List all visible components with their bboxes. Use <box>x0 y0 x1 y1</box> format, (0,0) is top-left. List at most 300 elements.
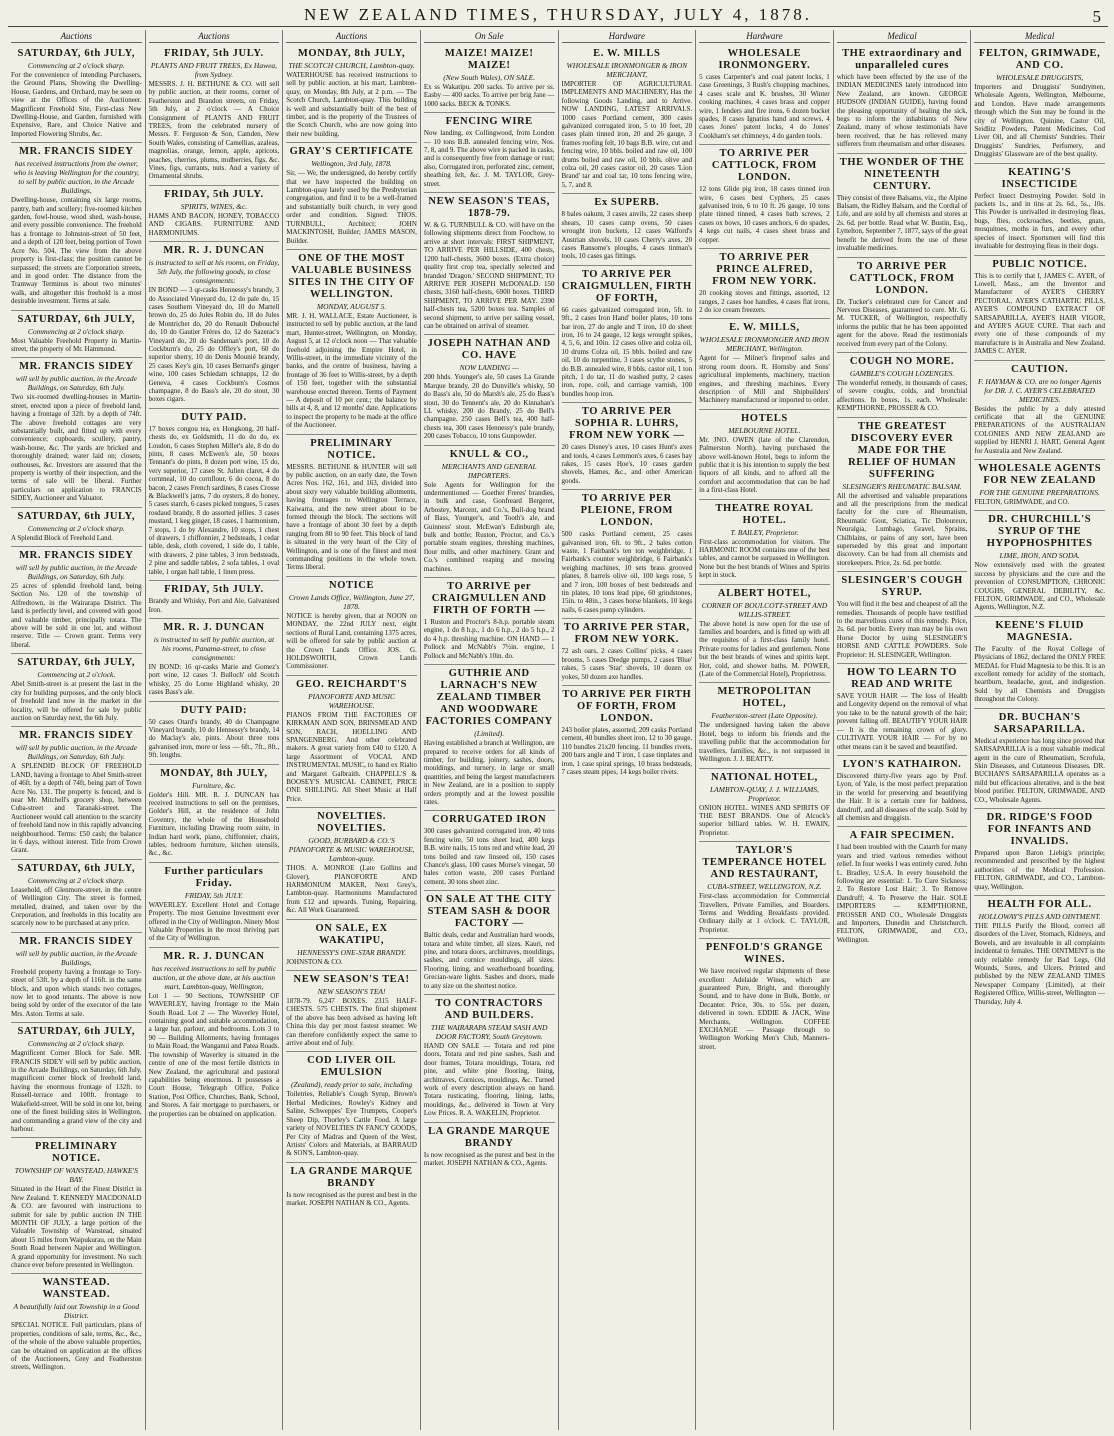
advertisement <box>699 585 830 684</box>
ad-title: SLESINGER'S COUGH SYRUP. <box>841 575 963 599</box>
ad-body: First-class accommodation for visitors. The HARMONIC ROOM contains one of the best tables, and cannot be surpassed in Wellington. None but the best brands of Wines and Spirits kept in stock. <box>699 537 830 580</box>
column-heading: Auctions <box>286 30 417 43</box>
column-5 <box>559 30 697 1430</box>
ad-title: MR. FRANCIS SIDEY <box>19 550 134 562</box>
ad-title: LYON'S KATHAIRON. <box>842 758 962 770</box>
ad-body: WAVERLEY. Excellent Hotel and Cottage Property. The most Genuine Investment ever offered in the City of Wellington. Ninety Most Valuable Properties in the most thriving part of the City of Wellington. <box>148 900 280 943</box>
ad-body: Perfect Insect Destroying Powder. Sold in packets 1s., and in tins at 2s. 6d., 5s., 10s. This Powder is unrivalled in destroying fleas, bugs, flies, cockroaches, beetles, gnats, mosquitoes, moths in furs, and every other species of insect. Sportsmen will find this invaluable for destroying fleas in their dogs. <box>974 191 1105 251</box>
ad-body: W. & G. TURNBULL & CO. will have on the following shipments direct from Foochow, to arrive at short intervals: FIRST SHIPMENT, TO ARRIVE PER HILLSIDE, 400 chests, 1200 half-chests, 3600 boxes. (Extra choice) quality first crop tea, specially selected and branded 'Dragon.' SECOND SHIPMENT, TO ARRIVE PER JOSEPH McDONALD. 150 chests, 3160 half-chests, 6900 boxes. THIRD SHIPMENT, TO ARRIVE PER MAY. 2390 half-chests tea, 5200 boxes tea. Samples of second shipment, to arrive per sailing vessel, can be obtained on arrival of steamer. <box>423 221 555 330</box>
advertisement <box>562 194 693 265</box>
advertisement <box>974 256 1105 361</box>
advertisement <box>286 920 417 971</box>
advertisement <box>149 619 280 702</box>
ad-body: 5 cases Carpenter's and coal patent locks, 1 case Greenings, 3 Rush's chopping machines, 4 cases scale and K. brushes, 30 Winter cooking machines, 4 cases brass and copper wire, 1 fenders and fire irons, 6 dozen bucket spades, 8 cases Ignatius hand and screws, 4 cases Jones' patent locks, 4 do Jones' Cookham's set chimneys, 4 do garden tools. <box>699 73 830 140</box>
advertisement <box>699 842 830 939</box>
ad-body: IMPORTER OF AGRICULTURAL IMPLEMENTS AND MACHINERY, Has the following Goods Landing, and to Arrive. NOW LANDING, LATEST ARRIVALS. 1000 cases Portland cement, 300 cases galvanized corrugated iron, 5 to 10 feet, 20 cases plain tinned iron, 20 and 26 gauge, 3 frames roofing felt, 10 bags B.B. wire, cut and fencing wire, 10 bbls. boiled and raw oil, 100 drums boiled and raw oil, 10 bbls. olive and colza oil, 20 cases castor oil, 20 cases 'Lion Brand' tar and coal tar, 10 tons fencing wire, 5, 7, and 8. <box>561 80 693 189</box>
advertisement <box>699 410 830 500</box>
ad-body: Magnificent Corner Block for Sale. MR. FRANCIS SIDEY will sell by public auction, in the Arcade Buildings, on Saturday, 6th July, magnificent corner block of freehold land, having the enormous frontage of 132ft. to Russell-terrace and 100ft. frontage to Wakefield-street. Will be sold in one lot, being one of the finest building sites in Wellington, and commanding a grand view of the city and harbour. <box>11 1049 142 1133</box>
advertisement <box>974 709 1105 809</box>
ad-title: Further particulars Friday. <box>164 865 264 889</box>
ad-title: DUTY PAID: <box>180 704 248 716</box>
ad-title: TO ARRIVE PER CRAIGMULLEN, FIRTH OF FORTH, <box>561 268 692 304</box>
advertisement <box>562 490 693 619</box>
advertisement <box>562 403 693 490</box>
ad-subtitle: Commencing at 2 o'clock sharp. <box>27 1039 125 1049</box>
ad-body: 12 tons Glide pig iron, 18 cases tinned iron wire, 6 cases best Cyphers, 25 cases galvanised iron, 6 to 10 ft. 26 gauge, 10 tons plate tinned tinned, 4 cases bath screws, 2 cases ox bows, 10 cases anchors, 6 do spades, 4 kegs cut nails, 4 cases sheet brass and copper. <box>699 185 830 244</box>
ad-subtitle: WHOLESALE IRONMONGER & IRON MERCHANT, <box>566 61 688 79</box>
ad-subtitle: MELBOURNE HOTEL. <box>728 425 801 435</box>
column-3 <box>283 30 421 1430</box>
ad-body: 1 Ruston and Proctor's 8-h.p. portable steam engine, 1 do 8 h.p., 1 do 6 h.p., 2 do 5 h.p., 2 do 4 h.p. threshing machine. ON HAND — 1 Pollock and McNabb's 7½in. engine, 1 Pollock and McNabb's 10in. do. <box>423 618 555 660</box>
ad-body: Situated in the Heart of the Finest District in New Zealand. T. KENNEDY MACDONALD & CO. are favoured with instructions to submit for sale by public auction IN THE MONTH OF JULY, a large portion of the Valuable Township of Wanstead, situated about 15 miles from Waipukurau, on the Main South Road between Napier and Wellington. A grand opportunity for investment. No such chance ever before presented in Wellington. <box>11 1185 142 1269</box>
ad-title: THE extraordinary and unparalleled cures <box>842 48 963 71</box>
advertisement <box>837 258 968 353</box>
ad-body: MR. J. H. WALLACE, Estate Auctioneer, is instructed to sell by public auction, at the land mart, Hunter-street, Wellington, on Monday, August 5, at 12 o'clock noon — That valuable freehold adjoining the Empire Hotel, in Willis-street, in the immediate vicinity of the banks, and the centre of business, having a frontage of 36 feet to Willis-street, by a depth of 150 feet, together with the substantial warehouse erected thereon. Terms of Payment — A deposit of 10 per cent.; the balance by bills at 4, 8, and 12 months' date. Applications to inspect the property to be made at the office of the Auctioneer. <box>286 311 417 430</box>
ad-body: The above hotel is now open for the use of families and boarders, and is fitted up with all the requisites of a first-class family hotel. Private rooms for ladies and gentlemen. None but the best brands of wines and spirits kept. Hot, cold, and shower baths. M. POWER, (Late of the Commercial Hotel), Proprietress. <box>699 619 830 679</box>
ad-title: PRELIMINARY NOTICE. <box>310 437 393 461</box>
ad-body: SPECIAL NOTICE. Full particulars, plans of properties, conditions of sale, terms, &c., &c., of the whole of the above valuable properties, can be obtained on application at the offices of the Auctioneers, Grey and Featherston streets, Wellington. <box>11 1321 142 1372</box>
ad-body: 50 cases Otard's brandy, 40 do Champagne Vineyard brandy, 10 do Hennessy's brandy, 14 do Maclay's ale, pints. About three tons galvanised iron, more or less — 6ft., 7ft., 8ft., 9ft. lengths. <box>148 717 280 760</box>
ad-subtitle: Featherston-street (Late Opposite). <box>711 711 818 721</box>
ad-body: ONION HOTEL. WINES AND SPIRITS OF THE BEST BRANDS. One of Alcock's superior billiard tables. W. H. EWAIN, Proprietor. <box>699 803 830 837</box>
ad-subtitle: PIANOFORTE AND MUSIC WAREHOUSE. <box>308 691 396 710</box>
ad-subtitle: Commencing at 2 o'clock. <box>37 670 116 680</box>
ad-subtitle: will sell by public auction, in the Arcade Buildings, <box>15 948 137 967</box>
ad-body: 25 acres of splendid freehold land, being Section No. 120 of the township of Alfredtown, in the Wairarapa District. The land is perfectly level, and covered with good and valuable timber, principally totara. The above will be sold in one lot, and without reserve. Title — Crown grant. Terms very liberal. <box>11 582 142 649</box>
ad-title: MR. FRANCIS SIDEY <box>19 146 134 158</box>
advertisement <box>974 460 1105 511</box>
advertisement <box>699 319 830 409</box>
ad-title: SATURDAY, 6th JULY, <box>17 657 136 669</box>
ad-body: Now landing, ex Collingwood, from London — 10 tons B.B. annealed fencing wire, Nos. 7, 8, and 9. The above wire is packed in casks, and is consequently free from damage or rust; also, Corrugated iron, perforated zinc, cement, sheathing felt, &c. J. M. TAYLOR, Grey-street. <box>423 129 555 188</box>
ad-subtitle: GOOD, BURBARD & CO.'S PIANOFORTE & MUSIC WAREHOUSE, Lambton-quay. <box>288 836 415 864</box>
ad-title: DR. BUCHAN'S SARSAPARILLA. <box>994 711 1086 735</box>
ad-body: 500 casks Portland cement, 25 cases galvanised iron, 6ft. to 9ft., 2 bales cotton waste, 1 Fairbank's ten ton weighbridge, 1 Fairbank's counter weighbridge, 6 Fairbank's weighing machines, 10 sets brass grooved planes, 8 barrels olive oil, 100 kegs rose, 5 and 7 iron, 100 boxes of best bedsteads and tin plates, 10 tons lead pipe, 60 grindstones, 15in. to 48in., 3 cases horse blankets, 10 kegs nails, 6 cases pump cylinders. <box>561 530 693 614</box>
ad-body: The undersigned having taken the above Hotel, begs to inform his friends and the travelling public that the accommodation for travellers, families, &c., is not surpassed in Wellington. J. J. BEATTY. <box>699 721 830 764</box>
ad-body: 243 boiler plates, assorted, 209 casks Portland cement, 40 bundles sheet iron, 12 to 30 gauge, 110 bundles 21x20 fencing, 11 bundles rivets, 200 bars angle and T iron, 1 case tinplates and iron, 1 case spiral springs, 10 brass bedsteads, 7 cases steam pipes, 14 kegs boiler rivets. <box>561 725 693 776</box>
ad-title: TO CONTRACTORS AND BUILDERS. <box>435 998 543 1022</box>
ad-title: LA GRANDE MARQUE BRANDY <box>428 1125 551 1149</box>
ad-body: Sir, — We, the undersigned, do hereby certify that we have inspected the building on Lambton-quay lately used by the Presbyterian congregation, and find it to be a well-framed and substantially built church, in very good order and condition. Signed: THOS. TURNBULL, Architect; JOHN MACKINTOSH, Builder; JAMES MASON, Builder. <box>286 169 417 245</box>
advertisement <box>974 617 1105 709</box>
advertisement <box>149 581 280 619</box>
ad-title: CAUTION. <box>1011 363 1069 375</box>
ad-body: IN BOND: 16 qr-casks Marie and Gomez's port wine, 12 cases 'J. Bulloch' old Scotch whisky, 25 do Lorne Highland whisky, 20 cases Bass's ale. <box>148 662 280 697</box>
ad-body: Leasehold, off Glenmore-street, in the centre of Wellington City. The street is formed, metalled, drained, and taken over by the Corporation, and freeholds in this locality are scarcely now to be purchased at any price. <box>11 885 142 928</box>
ad-title: ON SALE AT THE CITY STEAM SASH & DOOR FACTORY — <box>426 894 553 930</box>
ad-title: WHOLESALE IRONMONGERY. <box>718 48 811 71</box>
ad-title: MR. FRANCIS SIDEY <box>19 730 134 742</box>
column-heading: Hardware <box>562 30 693 43</box>
ad-body: You will find it the best and cheapest of all the remedies. Thousands of people have testified to the marvellous cures of this remedy. Price, 2s. 6d. per bottle. Every man may be his own Horse Doctor by using SLESINGER'S HORSE AND CATTLE POWDERS. Sole Proprietor: H. SLESINGER, Wellington. <box>836 600 968 659</box>
ad-body: WATERHOUSE has received instructions to sell by public auction, at his mart, Lambton-quay, on Monday, 8th July, at 2 p.m. — The Scotch Church, Lambton-quay. This building is well and substantially built of the best of timber, and is the property of the Trustees of the Scotch Church, who are now going into their new building. <box>286 71 417 138</box>
ad-body: 200 hhds. Younger's ale, 50 cases La Grande Marque brandy, 20 do Dunville's whisky, 50 do Bass's ale, 50 do Marsh's ale, 25 do Bass's stout, 30 do Tennent's ale, 20 do Kinnahan's LL whisky, 200 do Brandy, 25 do Bell's champagne. 250 cases Bell's tea, 400 half-chests tea, 300 cases Hennessy's pale brandy, 200 cases Tobacco, 10 tons Gunpowder. <box>423 373 555 441</box>
ad-body: First-class accommodation for Commercial Travellers, Private Families, and Boarders. Terms and Wedding Breakfasts provided. Ordinary daily at 1 o'clock. C. TAYLOR, Proprietor. <box>699 892 830 934</box>
advertisement <box>837 572 968 664</box>
advertisement <box>424 995 555 1123</box>
ad-subtitle: WHOLESALE IRONMONGER AND IRON MERCHANT, Wellington. <box>699 335 830 354</box>
ad-title: FRIDAY, 5th JULY. <box>164 584 264 596</box>
ad-subtitle: Wellington, 3rd July, 1878. <box>311 159 392 169</box>
ad-subtitle: (Zealand), ready prior to sale, including <box>290 1080 413 1090</box>
ad-title: MR. R. J. DUNCAN <box>163 950 265 962</box>
ad-subtitle: HENNESSY'S ONE-STAR BRANDY. <box>297 947 407 957</box>
advertisement <box>424 811 555 891</box>
advertisement <box>149 948 280 1122</box>
ad-title: GRAY'S CERTIFICATE <box>289 146 414 158</box>
ad-title: THEATRE ROYAL HOTEL. <box>715 502 814 526</box>
ad-body: The Faculty of the Royal College of Physicians of 1862, declared the ONLY FREE MEDAL for Fluid Magnesia to be this. It is an excellent remedy for acidity of the stomach, heartburn, headache, gout, and indigestion. Sold by all Chemists and Druggists throughout the Colony. <box>974 644 1105 704</box>
advertisement <box>974 45 1105 164</box>
column-heading: Hardware <box>699 30 830 43</box>
ad-subtitle: THE SCOTCH CHURCH, Lambton-quay. <box>288 61 415 70</box>
ad-body: HAMS AND BACON, HONEY, TOBACCO AND CIGARS. FURNITURE AND HARMONIUMS. <box>148 211 280 237</box>
ad-title: A FAIR SPECIMEN. <box>849 830 955 842</box>
ad-title: E. W. MILLS, <box>729 322 800 334</box>
ad-subtitle: FOR THE GENUINE PREPARATIONS. <box>979 488 1100 497</box>
ad-subtitle: F. HAYMAN & CO. are no longer Agents for DR. J. C. AYER'S CELEBRATED MEDICINES. <box>977 376 1102 404</box>
advertisement <box>286 971 417 1052</box>
ad-body: 20 cooking stoves and fittings, assorted, 12 ranges, 2 cases hoe handles, 4 cases flat irons, 2 do ice cream freezers. <box>699 289 830 314</box>
ad-title: TO ARRIVE PER STAR, FROM NEW YORK. <box>563 622 690 646</box>
ad-subtitle: NOW LANDING — <box>459 363 519 373</box>
ad-subtitle: TOWNSHIP OF WANSTEAD, HAWKE'S BAY. <box>14 1166 138 1185</box>
advertisement <box>974 809 1105 896</box>
ad-subtitle: WHOLESALE DRUGGISTS, <box>996 73 1084 82</box>
advertisement <box>699 45 830 145</box>
advertisement <box>11 933 142 1023</box>
ad-body: 66 cases galvanized corrugated iron, 5ft. to 9ft., 2 cases Iron Hand' boiler plates, 10 tons bar iron, 27 do angle and T iron, 10 do sheet iron, 16 to 24 gauge, 12 kegs wrought spikes, 4, 5, 6, and 10in. 12 cases olive and colza oil, 10 drums Colza oil, 15 bbls. boiled and raw oil, 10 do turpentine, 3 cases scythe stones, 5 do B.B. annealed wire, 8 bbls. castor oil, 1 ton pitch, 1 do tar, 11 do washed putty, 2 cases iron, rope, coil, and carriage varnish, 100 bundles hoop iron. <box>561 305 693 398</box>
ad-title: PRELIMINARY NOTICE. <box>34 1141 118 1165</box>
ad-body: Having established a branch at Wellington, are prepared to receive orders for all kinds of timber, for building, joinery, sashes, doors, mouldings, and turnery, in large or small quantities, and being the largest manufacturers in New Zealand, are in a position to supply orders promptly and at the lowest possible rates. <box>423 739 555 806</box>
ad-subtitle: FRIDAY, 5th JULY. <box>184 890 243 900</box>
ad-body: MESSRS. BETHUNE & HUNTER will sell by public auction, on an early date, the Town Acres Nos. 162, 161, and 163, divided into about sixty very valuable building allotments, having frontages to Wellington Terrace, Kaiwarra, and the new street about to be formed through the block. The sections will have a frontage of about 30 feet by a depth ranging from 80 to 90 feet. This block of land is situated in the very heart of the City of Wellington, and is one of the finest and most commanding positions in the whole town. Terms liberal. <box>286 462 417 572</box>
ad-body: The wonderful remedy, in thousands of cases, of severe coughs, colds, and bronchial affections. In boxes, 1s. each. Wholesale: KEMPTHORNE, PROSSER & CO. <box>836 378 968 413</box>
advertisement <box>562 266 693 403</box>
ad-title: SATURDAY, 6th JULY, <box>17 48 136 59</box>
column-heading: Medical <box>974 30 1105 43</box>
advertisement <box>149 186 280 242</box>
advertisement <box>974 164 1105 256</box>
ad-body: HAND ON SALE — Totara and red pine doors, Totara and red pine sashes, Sash and door frames, Totara mouldings, Totara, red pine, and white pine flooring, lining, architraves, Cornices, mouldings, &c. Turned work of every description always on hand. Totara rusticating, flooring, lining, laths, mouldings, &c., delivered in Town at Very Low Prices. R. A. WAKELIN, Proprietor. <box>423 1042 555 1118</box>
ad-title: METROPOLITAN HOTEL, <box>717 686 812 710</box>
advertisement <box>424 45 555 113</box>
ad-body: Dwelling-house, containing six large rooms, pantry, bath and scullery; five-roomed kitchen garden, fowl-house, wood shed, wash-house, and every possible convenience. The freehold has a frontage to Johnston-street of 50 feet, and a depth of 120 feet, being portion of Town Acre No. 504. The view from the above property is first-class; the position cannot be surpassed; the streets are Corporation streets, and in good order. The distance from the Tramway Terminus is about two minutes' walk, and altogether this freehold is a most desirable investment. Terms at sale. <box>11 196 142 306</box>
ad-subtitle: MONDAY, AUGUST 5. <box>316 301 387 311</box>
advertisement <box>974 361 1105 460</box>
ad-body: Ex ss Wakatipu. 200 sacks. To arrive per ss. Easby — 400 sacks. To arrive per brig Jane — 1000 sacks. BECK & TONKS. <box>423 83 555 108</box>
advertisement <box>11 1023 142 1138</box>
ad-title: SATURDAY, 6th JULY, <box>17 313 136 325</box>
advertisement <box>11 358 142 507</box>
advertisement <box>286 676 417 808</box>
advertisement <box>699 145 830 249</box>
advertisement <box>286 45 417 143</box>
ad-subtitle: Commencing at 2 o'clock sharp. <box>27 523 125 533</box>
advertisement <box>11 547 142 654</box>
ad-title: MR. FRANCIS SIDEY <box>19 361 134 373</box>
ad-title: HOTELS <box>741 412 788 424</box>
advertisement <box>424 335 555 445</box>
ad-title: FRIDAY, 5th JULY. <box>164 188 264 200</box>
advertisement <box>11 860 142 933</box>
advertisement <box>699 249 830 319</box>
masthead-title: NEW ZEALAND TIMES, THURSDAY, JULY 4, 1878. <box>303 5 813 24</box>
ad-title: GUTHRIE AND LARNACH'S NEW ZEALAND TIMBER AND WOODWARE FACTORIES COMPANY <box>425 668 553 728</box>
ad-title: MONDAY, 8th JULY, <box>160 767 268 779</box>
ad-subtitle: will sell by public auction, in the Arcade Buildings, on Saturday, 6th July. <box>15 374 137 393</box>
advertisement <box>286 435 417 577</box>
ad-body: Lot 1 — 90 Sections, TOWNSHIP OF WAVERLEY, having frontage to the Main South Road. Lot 2 — The Waverley Hotel, containing good and suitable accommodation, a large bar, parlour, and bedrooms. Lots 3 to 90 — Building Allotments, having frontages to Main Road, the Wanganui and Patea Roads. The township of Waverley is situated in the centre of one of the most fertile districts in New Zealand, the agricultural and pastoral capabilities being enormous. It possesses a Court House, Telegraph Office, Police Station, Post Office, Churches, Bank, School, and Stores. A fair mortgage to purchasers, or the properties can be obtained on application. <box>148 991 280 1118</box>
ad-body: Baltic deals, cedar and Australian hard woods, totara and white timber, all sizes. Kauri, red pine, and totara doors, architraves, mouldings, sashes, and cornice mouldings, all sizes. Flooring, lining, and weatherboard boarding. Grecian-ware lights. Sashes and doors, made to any size on the shortest notice. <box>423 931 555 990</box>
advertisement <box>837 418 968 573</box>
ad-title: WHOLESALE AGENTS FOR NEW ZEALAND <box>978 463 1102 486</box>
ad-subtitle: CORNER OF BOULCOTT-STREET AND WILLIS-STREET. <box>701 600 828 619</box>
ad-subtitle: SPIRITS, WINES, &c. <box>180 201 248 211</box>
advertisement <box>424 665 555 811</box>
column-heading: Auctions <box>11 30 142 43</box>
advertisement <box>837 45 968 154</box>
advertisement <box>837 664 968 756</box>
ad-title: ON SALE, EX WAKATIPU, <box>315 922 388 946</box>
ad-subtitle: HOLLOWAY'S PILLS AND OINTMENT. <box>978 911 1101 921</box>
ad-subtitle: (New South Wales), ON SALE. <box>443 73 536 82</box>
ad-body: Importers and Druggists' Sundrymen, Wholesale Agents, Wellington, Melbourne, and London. Have made arrangements through which the Sun may be found in the city of Wellington. Quinine, Castor Oil, Seidlitz Powders, Patent Medicines, Cod Liver Oil, and all Chemists' Sundries. Their Druggists' Sundries, Perfumery, and Druggists' Glassware are of the best quality. <box>974 83 1105 159</box>
ad-body: Besides the public by a duly attested certificate that all the GENUINE PREPARATIONS of the AUSTRALIAN COLONIES AND NEW ZEALAND are supplied by HENRI J. HART, General Agent for Australia and New Zealand. <box>974 404 1105 455</box>
ad-body: I had been troubled with the Catarrh for many years and tried various remedies without relief. In four weeks I was entirely cured. John L. Bradley, U.S.A. In every household the following are essential: 1. To Cure Sickness; 2. To Restore Lost Hair; 3. To Remove Dandruff; 4. To Preserve the Hair. SOLE IMPORTERS — KEMPTHORNE, PROSSER AND CO., Wholesale Druggists and Importers, Dunedin and Christchurch. FELTON, GRIMWADE, and CO., Wellington. <box>836 843 968 944</box>
ad-subtitle: Crown Lands Office, Wellington, June 27, 1878. <box>288 592 415 611</box>
advertisement <box>11 727 142 859</box>
advertisement <box>562 619 693 686</box>
ad-title: TO ARRIVE per CRAIGMULLEN AND FIRTH OF FORTH — <box>431 581 547 617</box>
ad-title: KNULL & CO., <box>449 448 529 460</box>
ad-body: Two six-roomed dwelling-houses in Martin-street, erected upon a piece of freehold land, having a frontage of 32ft. by a depth of 74ft. The above freehold cottages are very substantially built, and fitted up with every convenience; cupboards, scullery, pantry, wash-house, &c. The yards are bricked and thoroughly drained; water laid on; closets, outhouses, &c. Investors are assured that the property is worthy of their inspection, and the terms of sale will be liberal. Further particulars on application to FRANCIS SIDEY, Auctioneer and Valuator. <box>11 393 142 503</box>
advertisement <box>424 578 555 665</box>
ad-title: TO ARRIVE PER PRINCE ALFRED, FROM NEW YORK. <box>712 252 817 288</box>
ad-body: We have received regular shipments of these excellent Adelaide Wines, which are guaranteed Pure, Bright, and thoroughly Sound, and to have done in Bulk, Bottle, or Decanter. Price, 30s. to 55s. per dozen, delivered in town. EDDIE & JACK, Wine Merchants, Wellington. COFFEE EXCHANGE — Passage through to Wellington Working Men's Club, Manners-street. <box>699 967 830 1051</box>
ad-body: A SPLENDID BLOCK OF FREEHOLD LAND, having a frontage to Abel Smith-street of 46ft. by a depth of 74ft, being part of Town Acre No. 131. The property is fenced, and is near Mr. Mitchell's grocery shop, between Cuba-street and Taranaki-street. The Auctioneer would call attention to the scarcity of freehold land now in this rapidly advancing neighbourhood. Terms: £50 cash; the balance in 6 days, without interest. Title from Crown Grant. <box>11 762 142 855</box>
advertisement <box>11 654 142 727</box>
ad-body: THOS. A. MONROE (Late Gollins and Glover), PIANOFORTE AND HARMONIUM MAKER, Next Grey's, Lambton-quay. Harmoniums Manufactured from £12 and upwards. Tuning, Repairing, &c. All Work Guaranteed. <box>286 864 417 915</box>
ad-body: NOTICE is hereby given, that at NOON on MONDAY, the 22nd JULY next, eight sections of Rural Land, containing 1375 acres, will be offered for sale by public auction at the Crown Lands Office. JOS. G. HOLDSWORTH, Crown Lands Commissioner. <box>286 611 417 671</box>
ad-title: KEENE'S FLUID MAGNESIA. <box>995 619 1084 643</box>
advertisement <box>11 143 142 310</box>
ad-body: 17 boxes congou tea, ex Hongkong, 20 half-chests do, ex Goldsmith, 11 do do do, ex Loudon, 6 cases Stephen Miller's ale, 8 do do pints, 8 cases McEwen's ale, 50 boxes Tennant's do pints, 8 dozen port wine, 15 do, very superior, 17 cases St. Julien claret, 4 do cornmeal, 10 do cornflour, 6 do cocoa, 8 do bacon, 2 cases French sardines, 8 cases Crosse & Blackwell's jams, 7 do oysters, 8 do honey, 5 cases starch, 6 cases picked tongues, 5 cases rosdaud brandy, 8 do assorted jellies. 3 cases mustard, 1 keg ginger, 18 cases, 1 harmonium, 7 stops, 1 do by Alexandre, 10 stops, 1 chest of drawers, 1 chiffonnier, 2 bedsteads, 1 cedar table, desk, cloth covered, 1 side do, 1 table, with drawers, 2 pine tables, 3 iron bedsteads, 2 pine and saddle tables, 2 sofa tables, 1 oval table, 1 organ hall table, 1 linen press. <box>148 424 280 576</box>
advertisement <box>424 1123 555 1172</box>
ad-body: Is now recognised as the purest and best in the market. JOSEPH NATHAN & CO., Agents. <box>423 1150 555 1168</box>
ad-subtitle: NEW SEASON'S TEA! <box>317 987 386 997</box>
ad-title: TAYLOR'S TEMPERANCE HOTEL AND RESTAURANT, <box>702 845 827 881</box>
ad-body: 20 cases Disney's axes, 10 cases Hunt's axes and tools, 4 cases Lemmon's axes, 6 cases hay rakes, 15 cases Hoe's, 10 cases garden shovels, Hames, &c., and other American goods. <box>561 443 693 485</box>
advertisement <box>11 1274 142 1375</box>
ad-subtitle: (Limited). <box>474 729 505 739</box>
ad-subtitle: THE WAIRARAPA STEAM SASH AND DOOR FACTORY, South Greytown. <box>430 1023 548 1042</box>
ad-body: SAVE YOUR HAIR — The loss of Health and Longevity depend on the removal of what you take to be the natural growth of the hair; prevent falling off. BEAUTIFY YOUR HAIR — It is the remaining crown of glory. CULTIVATE YOUR HAIR — For by no other means can it be saved and beautified. <box>836 692 968 751</box>
advertisement <box>424 891 555 995</box>
ad-body: Prepared upon Baron Liebig's principle; recommended and prescribed by the highest authorities of the Medical Profession. FELTON, GRIMWADE, and CO., Lambton-quay, Wellington. <box>974 848 1105 891</box>
ad-title: SATURDAY, 6th JULY, <box>17 1026 136 1038</box>
ad-subtitle: Furniture, &c. <box>192 780 236 790</box>
ad-title: DR. CHURCHILL'S SYRUP OF THE HYPOPHOSPHITES <box>986 514 1093 550</box>
ad-body: MESSRS. J. H. BETHUNE & CO. will sell by public auction, at their rooms, corner of Featherston and Brandon streets, on Friday, 5th July, at 2 o'clock — A Choice Consignment of PLANTS AND FRUIT TREES, from the celebrated nursery of Messrs. F. Ferguson & Son, Camden, New South Wales, consisting of Camellias, azaleas, magnolias, orange, lemon, apple, apricots, peaches, cherries, plums, mulberries, figs, &c. Vines, figs, currants, nuts. And a variety of Ornamental shrubs. <box>148 80 280 181</box>
column-2 <box>146 30 284 1430</box>
column-heading: Auctions <box>149 30 280 43</box>
column-heading: Medical <box>837 30 968 43</box>
ad-title: HOW TO LEARN TO READ AND WRITE <box>847 667 957 691</box>
ad-title: COD LIVER OIL EMULSION <box>307 1055 397 1079</box>
ad-title: JOSEPH NATHAN AND CO. HAVE <box>427 338 551 362</box>
ad-title: TO ARRIVE PER CATTLOCK, FROM LONDON. <box>849 260 955 296</box>
ad-body: 8 bales oakum, 3 cases anvils, 22 cases sheep shears, 10 cases camp ovens, 50 cases wrought iron buckets, 12 cases Walford's Austrian shovels, 10 cases Cherry's axes, 20 cases Ransome's ploughs, 4 cases tinman's tools, 10 cases gas fittings. <box>561 210 693 261</box>
ad-title: THE GREATEST DISCOVERY EVER MADE FOR THE RELIEF OF HUMAN SUFFERING <box>848 420 957 480</box>
ad-subtitle: is instructed to sell at his rooms, on Friday, 5th July, the following goods, to close consignments: <box>148 258 280 286</box>
ad-subtitle: MERCHANTS AND GENERAL IMPORTERS. <box>441 461 537 480</box>
ad-title: WANSTEAD. WANSTEAD. <box>42 1277 111 1301</box>
ad-title: MR. R. J. DUNCAN <box>163 621 265 633</box>
advertisement <box>974 511 1105 616</box>
ad-title: NEW SEASON'S TEAS, 1878-79. <box>428 196 550 220</box>
ad-title: Ex SUPERB. <box>594 197 660 209</box>
advertisement <box>837 756 968 827</box>
ad-title: ALBERT HOTEL, <box>717 587 811 599</box>
ad-subtitle: Commencing at 2 o'clock sharp. <box>27 875 125 885</box>
advertisement <box>562 45 693 194</box>
advertisement <box>837 827 968 948</box>
ad-title: DR. RIDGE'S FOOD FOR INFANTS AND INVALIDS. <box>986 811 1093 847</box>
advertisement <box>974 896 1105 1010</box>
advertisement <box>11 311 142 359</box>
ad-subtitle: LAMBTON-QUAY, J. J. WILLIAMS, Proprietor. <box>709 784 819 803</box>
ad-title: HEALTH FOR ALL. <box>987 898 1092 910</box>
ad-body: 72 ash oars, 2 cases Collins' picks, 4 cases brooms, 5 cases Dredge pumps, 2 cases 'Blue' rakes, 5 cases 'Star' shovels, 10 dozen ox yokes, 50 dozen axe handles. <box>561 647 693 681</box>
advertisement <box>424 446 555 578</box>
advertisement <box>562 686 693 780</box>
advertisement <box>286 1052 417 1162</box>
ad-body: Freehold property having a frontage to Tory-street of 53ft. by a depth of 116ft. in the same block, and upon which stands two cottages, now let to good tenants. The above is now being sold by order of the executor of the late Mrs. Aston. Terms at sale. <box>11 967 142 1018</box>
ad-body: Mr. JNO. OWEN (late of the Clarendon, Palmerston North), having purchased the above well-known Hotel, begs to inform the public that it is his intention to supply the best liquors of all kinds, and to afford all the comfort and accommodation that can be had in a first-class Hotel. <box>699 435 830 495</box>
advertisement <box>11 45 142 143</box>
ad-body: A Splendid Block of Freehold Land. <box>11 533 113 542</box>
ad-subtitle: has received instructions from the owner, who is leaving Wellington for the country, to sell by public auction, in the Arcade Buildings, <box>13 159 139 196</box>
masthead <box>8 4 1108 27</box>
column-heading: On Sale <box>424 30 555 43</box>
ad-title: KEATING'S INSECTICIDE <box>1001 166 1078 190</box>
column-1 <box>8 30 146 1430</box>
ad-body: JOHNSTON & CO. <box>286 957 343 966</box>
ad-title: MR. R. J. DUNCAN <box>163 245 265 257</box>
ad-subtitle: Commencing at 2 o'clock sharp. <box>27 61 125 70</box>
ad-title: SATURDAY, 6th JULY, <box>17 510 136 522</box>
ad-body: All the advertised and valuable preparations and all the prescriptions from the medical faculty for the cure of Rheumatism, Rheumatic Gout, Sciatica, Tic Doloureux, Neuralgia, Lumbago, Gravel, Sprains, Chilblains, or pains of any sort, have been superseded by this great and important discovery. Can be had from all chemists and storekeepers. Price, 2s. 6d. per bottle. <box>836 491 968 567</box>
ad-title: THE WONDER OF THE NINETEENTH CENTURY. <box>839 156 965 192</box>
ad-subtitle: GAMBLE'S COUGH LOZENGES. <box>849 368 955 378</box>
advertisement <box>11 1138 142 1274</box>
advertisement <box>286 143 417 250</box>
ad-title: LA GRANDE MARQUE BRANDY <box>290 1165 413 1189</box>
ad-title: TO ARRIVE PER FIRTH OF FORTH, FROM LONDON. <box>562 688 692 724</box>
ad-subtitle: will sell by public auction, in the Arcade Buildings, on Saturday, 6th July. <box>15 743 137 762</box>
advertisement <box>699 683 830 768</box>
ad-body: Brandy and Whisky, Port and Ale, Galvanised Iron. <box>148 597 280 614</box>
ad-title: NEW SEASON'S TEA! <box>293 974 410 986</box>
ad-body: 1878-79. 6,247 BOXES. 2315 HALF-CHESTS. 575 CHESTS. The final shipment of the above has been advised as having left China this day per most fastest steamer. We can therefore confidently expect the same to arrive about end of July. <box>286 997 417 1048</box>
advertisement <box>149 863 280 948</box>
ad-body: FELTON, GRIMWADE, and CO. <box>974 498 1070 506</box>
advertisement <box>11 508 142 547</box>
advertisement <box>837 154 968 258</box>
ad-body: Toiletries, Reliable's Cough Syrup, Brown's Herbal Medicines, Rowley's Kidney and Saline, Schweppes' Eye Trumpets, Cooper's Sheep Dip, Thorley's Cattle Food. A large variety of NOVELTIES IN FANCY GOODS, Per City of Madras and Queen of the West, Artists' Colors and Materials, at BARRAUD & SON'S, Lambton-quay. <box>286 1090 417 1158</box>
ad-body: 300 cases galvanized corrugated iron, 40 tons fencing wire, 50 tons sheet lead, 400 kegs B.B. wire nails, 15 tons red and white lead, 20 tons boiled and raw linseed oil, 150 cases Chance's glass, 100 cases Morse's vinegar, 50 bales cotton waste, 200 cases Portland cement, 30 tons sheet zinc. <box>423 827 555 886</box>
advertisement <box>286 577 417 676</box>
ad-body: Medical experience has long since proved that SARSAPARILLA is a most valuable medical agent in the cure of Rheumatism, Scrofula, Skin Diseases, and Cutaneous Diseases. DR. BUCHAN'S SARSAPARILLA operates as a mild but efficacious alterative, and is the best blood purifier. FELTON, GRIMWADE, AND CO., Wholesale Agents. <box>974 736 1105 804</box>
ad-title: CORRUGATED IRON <box>432 814 547 826</box>
ad-title: MONDAY, 8th JULY, <box>297 48 406 59</box>
advertisement <box>424 193 555 335</box>
ad-subtitle: T. BAILEY, Proprietor. <box>730 527 799 537</box>
ad-title: NOVELTIES. NOVELTIES. <box>317 811 387 835</box>
ad-subtitle: A beautifully laid out Township in a Good District. <box>13 1302 140 1321</box>
ad-body: Abel Smith-street is at present the last in the city for building purposes, and the only block of freehold land now in the market in the locality, will be offered for sale by public auction on Saturday next, the 6th July. <box>11 680 142 722</box>
ad-title: FENCING WIRE <box>445 116 533 128</box>
ad-subtitle: will sell by public auction, in the Arcade Buildings, on Saturday, 6th July. <box>15 563 137 582</box>
ad-title: GEO. REICHARDT'S <box>296 678 408 690</box>
column-4 <box>421 30 559 1430</box>
ad-title: MAIZE! MAIZE! MAIZE! <box>444 48 534 71</box>
ad-title: PENFOLD'S GRANGE WINES. <box>705 942 824 966</box>
ad-body: They consist of three Balsams, viz., the Alpine Balsam, the Ridley Balsam, and the Cordial of Life, and are sold by all chemists and stores at 2s. 6d. per bottle. Read what W. Bustin, Esq., Lyttelton, September 7, 1877, says of the great benefit he derived from the use of these invaluable medicines. <box>836 193 968 253</box>
ad-body: THE PILLS Purify the Blood, correct all disorders of the Liver, Stomach, Kidneys, and Bowels, and are invaluable in all complaints incidental to females. THE OINTMENT is the only reliable remedy for Bad Legs, Old Wounds, Sores, and Ulcers. Printed and published by the NEW ZEALAND TIMES Newspaper Company (Limited), at their Registered Office, Willis-street, Wellington — Thursday, July 4. <box>974 921 1105 1006</box>
ad-body: This is to certify that I, JAMES C. AYER, of Lowell, Mass., am the Inventor and Manufacturer of AYER'S CHERRY PECTORAL, AYER'S CATHARTIC PILLS, AYER'S COMPOUND EXTRACT OF SARSAPARILLA, AYER'S HAIR VIGOR, and AYER'S AGUE CURE. That each and every one of these compounds of my manufacture is in Australia and New Zealand. JAMES C. AYER. <box>974 271 1105 356</box>
advertisement <box>149 702 280 765</box>
ad-body: Dr. Tucker's celebrated cure for Cancer and Nervous Diseases, guaranteed to cure. Mr. G. M. TUCKER, of Wellington, respectfully informs the public that he has been appointed agent for the above. Read the testimonials received from every part of the Colony. <box>836 297 968 348</box>
ad-title: NOTICE <box>329 579 375 591</box>
ad-body: For the convenience of intending Purchasers, the Ground Plans, Showing the Dwelling-House, Gardens, and Orchard, may be seen on view at the Offices of the Auctioneer. Magnificent Freehold Site, First-class New Dwelling-House, and Garden, furnished with Expensive, Rare, and Choice Native and Imported Flowering Shrubs, &c. <box>11 71 142 138</box>
ad-title: FRIDAY, 5th JULY. <box>164 48 264 59</box>
ad-body: Agent for — Milner's fireproof safes and strong room doors. R. Hornsby and Sons' agricultural implements, machinery, traction engines, and threshing machines. Every description of Mill and Shipbuilders' Machinery manufactured or imported to order. <box>699 354 830 405</box>
ad-subtitle: CUBA-STREET, WELLINGTON, N.Z. <box>707 882 822 892</box>
advertisement <box>149 242 280 409</box>
advertisement <box>286 1163 417 1212</box>
ad-subtitle: LIME, IRON, AND SODA. <box>999 551 1080 561</box>
column-8 <box>971 30 1108 1430</box>
ad-title: TO ARRIVE PER PLEIONE, FROM LONDON. <box>580 493 673 529</box>
advertisement <box>149 409 280 581</box>
ad-subtitle: has received instructions to sell by public auction, at the above date, at his auction mart, Lambton-quay, Wellington, <box>151 963 277 991</box>
ad-body: Most Valuable Freehold Property in Martin-street, the property of Mr. Hammond. <box>11 336 142 353</box>
ad-body: IN BOND — 3 qr-casks Hennessy's brandy, 3 do Associated Vineyard do, 12 do pale do, 15 cases Southern Vineyard do, 10 do Martell brown do, 25 do Jules Robin do, 18 do Jules de Montrichet do, 20 do Renault Dubouché do, 10 do Gautier Frères do, 12 do Sazerac's Vineyard do, 20 do Sandeman's port, 10 do Cockburn's do, 25 do Offley's port, 60 do superior sherry, 10 do Denis Mounié brandy, 25 cases Key's gin, 10 cases Bernard's ginger wine, 100 cases Schiedam schnapps, 12 do Geneva, 4 cases Cockburn's Cosmos champagne, 8 do Bass's ale, 20 do stout, 30 boxes cigars. <box>148 286 280 404</box>
ad-body: which have been effected by the use of the INDIAN MEDICINES lately introduced into New Zealand, are known. GEORGE HUDSON (INDIAN GUIDE), having found the pleasing opportunity of healing the sick, begs to inform the inhabitants of New Zealand, many of whose testimonials have been received, that he has relieved many sufferers from rheumatism and other diseases. <box>836 73 968 149</box>
ad-title: ONE OF THE MOST VALUABLE BUSINESS SITES IN THE CITY OF WELLINGTON. <box>288 252 415 300</box>
advertisement <box>286 808 417 919</box>
column-7 <box>834 30 972 1430</box>
ad-title: PUBLIC NOTICE. <box>992 258 1088 270</box>
ad-body: Now extensively used with the greatest success by physicians and the cure and the prevention of CONSUMPTION, CHRONIC COUGHS, GENERAL DEBILITY, &c. FELTON, GRIMWADE, and CO., Wholesale Agents, Wellington, N.Z. <box>974 561 1105 612</box>
advertisement <box>424 113 555 193</box>
ad-subtitle: PLANTS AND FRUIT TREES, Ex Hawea, from Sydney. <box>150 61 278 79</box>
ad-body: Discovered thirty-five years ago by Prof. Lyon, of Yale, is the most perfect preparation in the world for preserving and beautifying the Hair. It is a certain cure for baldness, dandruff, and all diseases of the scalp. Sold by all chemists and druggists. <box>836 771 968 822</box>
ad-subtitle: Commencing at 2 o'clock sharp. <box>27 326 125 336</box>
columns <box>8 30 1108 1430</box>
ad-title: TO ARRIVE PER SOPHIA R. LUHRS, FROM NEW YORK — <box>569 406 685 442</box>
ad-subtitle: is instructed to sell by public auction, at his rooms, Panama-street, to close consignments: <box>153 634 275 662</box>
advertisement <box>699 769 830 843</box>
column-6 <box>696 30 834 1430</box>
ad-title: NATIONAL HOTEL, <box>711 771 818 783</box>
advertisement <box>837 353 968 418</box>
ad-title: MR. FRANCIS SIDEY <box>19 935 134 947</box>
advertisement <box>699 939 830 1055</box>
advertisement <box>286 250 417 435</box>
